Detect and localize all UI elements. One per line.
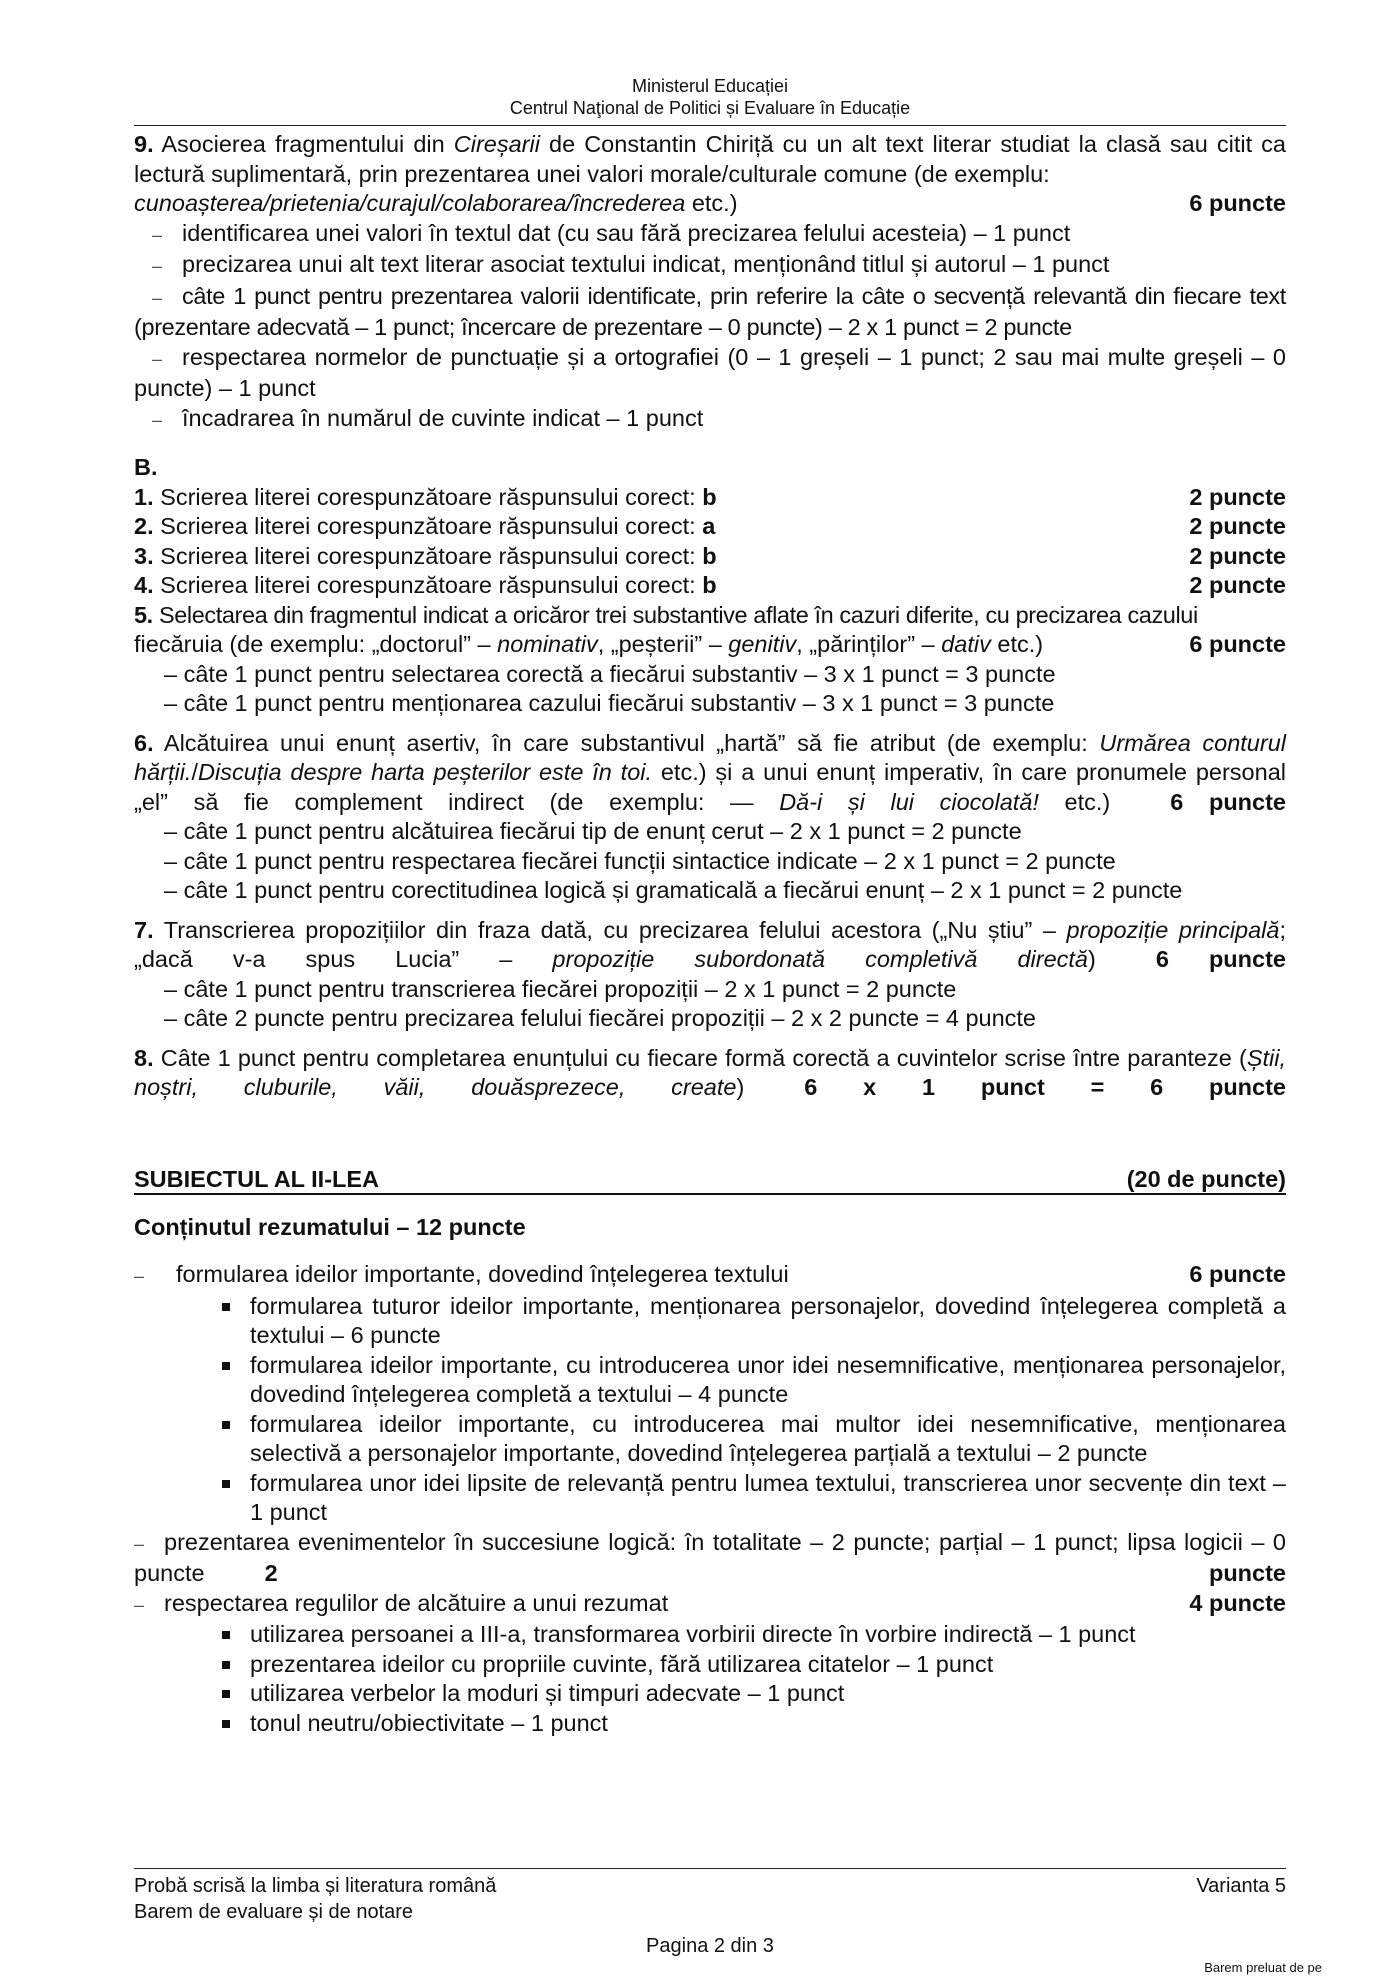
- question-number: 7.: [134, 916, 154, 943]
- points-label: 6 puncte: [1189, 631, 1286, 657]
- question-number: 5.: [134, 601, 153, 628]
- points-label: 6 puncte: [1189, 1261, 1286, 1287]
- criterion-text: respectarea normelor de punctuație și a ortografiei (0 – 1 greșeli – 1 punct; 2 sau mai multe greșeli – 0 puncte) – 1 punct: [134, 343, 1286, 401]
- document-type: Barem de evaluare și de notare: [134, 1901, 414, 1923]
- criterion-item: [134, 343, 1286, 404]
- criterion-text: prezentarea evenimentelor în succesiune logică: în totalitate – 2 puncte; parțial – 1 punct; lipsa logicii – 0 puncte: [134, 1528, 1286, 1586]
- answer-letter: b: [702, 542, 717, 569]
- points-label: 6 puncte: [1155, 946, 1286, 972]
- bullet-item: [134, 1679, 1286, 1709]
- square-bullet-icon: [222, 1421, 230, 1429]
- source-note: Barem preluat de pe: [1204, 1960, 1322, 1975]
- question-7: [134, 916, 1286, 975]
- criterion-text: respectarea regulilor de alcătuire a unui rezumat: [164, 1589, 669, 1616]
- question-text: etc.): [1038, 788, 1111, 815]
- bullet-item: [134, 1292, 1286, 1351]
- bullet-item: [134, 1351, 1286, 1410]
- points-label: 6 x 1 punct = 6 puncte: [804, 1074, 1286, 1100]
- b-item-2: [134, 512, 1286, 542]
- criterion-text: identificarea unei valori în textul dat (cu sau fără precizarea felului acesteia) – 1 punct: [182, 219, 1071, 246]
- question-text: Transcrierea propozițiilor din fraza dată, cu precizarea felului acestora („Nu știu” –: [153, 916, 1067, 943]
- square-bullet-icon: [222, 1690, 230, 1698]
- points-label: 6 puncte: [1170, 788, 1286, 815]
- criterion-item: – câte 1 punct pentru corectitudinea logică și gramaticală a fiecărui enunț – 2 x 1 punct = 2 puncte: [164, 877, 1183, 903]
- criterion-item: – câte 1 punct pentru alcătuirea fiecărui tip de enunț cerut – 2 x 1 punct = 2 puncte: [164, 818, 1022, 844]
- square-bullet-icon: [222, 1631, 230, 1639]
- criterion-text: precizarea unui alt text literar asociat textului indicat, menționând titlul și autorul – 1 punct: [182, 251, 1110, 277]
- points-label: 2 puncte: [1189, 542, 1286, 569]
- bullet-text: formularea ideilor importante, cu introducerea mai multor idei nesemnificative, menționarea selectivă a personajelor importante, dovedind înțelegerea parțială a textului – 2 puncte: [250, 1410, 1286, 1466]
- b-item-1: [134, 483, 1286, 513]
- grading-content: [134, 130, 1286, 1738]
- center-name: Centrul Naţional de Politici și Evaluare în Educație: [509, 98, 911, 118]
- question-text: Selectarea din fragmentul indicat a oricăror trei substantive aflate în cazuri diferite, cu precizarea cazului: [152, 601, 1198, 628]
- page-footer: [134, 1868, 1286, 1959]
- points-label: 4 puncte: [1189, 1589, 1286, 1616]
- square-bullet-icon: [222, 1661, 230, 1669]
- header-divider: [134, 125, 1286, 126]
- criterion-text: câte 1 punct pentru prezentarea valorii identificate, prin referire la câte o secvență relevantă din fiecare text (prezentare adecvată – 1 punct; încercare de prezentare – 0 puncte) – 2 x 1 punct = 2 puncte: [134, 282, 1286, 340]
- content-criterion-3: [134, 1589, 1286, 1621]
- question-number: 1.: [134, 483, 154, 510]
- bullet-text: utilizarea verbelor la moduri și timpuri adecvate – 1 punct: [250, 1680, 845, 1706]
- subject-title: SUBIECTUL AL II-LEA: [134, 1165, 380, 1192]
- question-text: Asocierea fragmentului din: [153, 131, 454, 157]
- criterion-text: formularea ideilor importante, dovedind înțelegerea textului: [176, 1261, 789, 1287]
- content-title: Conținutul rezumatului – 12 puncte: [134, 1213, 526, 1240]
- dash-mark: –: [152, 348, 163, 369]
- criterion-text: încadrarea în numărul de cuvinte indicat – 1 punct: [182, 404, 704, 431]
- b-item-4: [134, 571, 1286, 601]
- work-title: Cireșarii: [453, 131, 540, 157]
- variant-label: Varianta 5: [1196, 1875, 1286, 1897]
- points-label: 6 puncte: [1189, 190, 1286, 216]
- subject-points: (20 de puncte): [1126, 1165, 1286, 1192]
- points-label: 2 puncte: [1189, 572, 1286, 598]
- criterion-item: [134, 404, 1286, 436]
- question-text: Scrierea literei corespunzătoare răspunsului corect:: [153, 542, 703, 569]
- question-9: [134, 130, 1286, 189]
- answer-letter: a: [702, 513, 716, 539]
- criterion-item: – câte 2 puncte pentru precizarea felului fiecărei propoziții – 2 x 2 puncte = 4 puncte: [164, 1005, 1037, 1031]
- question-6: [134, 729, 1286, 818]
- bullet-text: prezentarea ideilor cu propriile cuvinte, fără utilizarea citatelor – 1 punct: [250, 1650, 994, 1677]
- question-text: , „peșterii” –: [597, 631, 729, 657]
- page-number: Pagina 2 din 3: [646, 1935, 774, 1957]
- dash-mark: –: [134, 1266, 145, 1286]
- case-name: genitiv: [728, 631, 797, 657]
- section-b-heading: B.: [134, 454, 158, 480]
- word-list: Știi, noștri, cluburile, văii, douăsprezece, create: [134, 1044, 1286, 1100]
- dash-mark: –: [152, 287, 163, 308]
- answer-letter: b: [702, 483, 717, 510]
- dash-mark: –: [152, 256, 163, 276]
- points-label: 2 puncte: [1189, 483, 1286, 510]
- criterion-item: [134, 219, 1286, 251]
- bullet-item: [134, 1620, 1286, 1650]
- question-text: ): [736, 1074, 745, 1100]
- answer-letter: b: [702, 572, 717, 598]
- question-text: de Constantin Chiriță cu un alt text literar studiat la clasă sau citit ca lectură suplimentară, prin prezentarea unei valori morale/culturale comune (de exemplu:: [134, 131, 1286, 187]
- case-name: dativ: [941, 631, 991, 657]
- question-text: etc.): [990, 631, 1044, 657]
- question-text: fiecăruia (de exemplu: „doctorul” –: [134, 631, 498, 657]
- bullet-text: utilizarea persoanei a III-a, transformarea vorbirii directe în vorbire indirectă – 1 punct: [250, 1621, 1136, 1647]
- question-8: [134, 1044, 1286, 1103]
- question-text: /: [191, 759, 198, 785]
- criterion-item: – câte 1 punct pentru transcrierea fiecărei propoziții – 2 x 1 punct = 2 puncte: [164, 975, 957, 1002]
- bullet-item: [134, 1650, 1286, 1680]
- dash-mark: –: [134, 1533, 145, 1554]
- question-5-line-2: [134, 630, 1286, 660]
- question-text: ): [1088, 946, 1096, 972]
- criterion-item: [134, 250, 1286, 282]
- question-number: 2.: [134, 513, 154, 539]
- bullet-text: formularea tuturor ideilor importante, menționarea personajelor, dovedind înțelegerea completă a textului – 6 puncte: [250, 1292, 1286, 1348]
- question-number: 6.: [134, 729, 154, 756]
- footer-divider: [134, 1868, 1286, 1869]
- bullet-item: [134, 1469, 1286, 1528]
- subject-2-heading: [134, 1165, 1286, 1195]
- bullet-text: tonul neutru/obiectivitate – 1 punct: [250, 1709, 608, 1736]
- question-number: 4.: [134, 572, 154, 598]
- square-bullet-icon: [222, 1720, 230, 1728]
- criterion-item: – câte 1 punct pentru menționarea cazului fiecărui substantiv – 3 x 1 punct = 3 puncte: [164, 690, 1055, 716]
- question-number: 8.: [134, 1044, 154, 1071]
- question-text: etc.) și a unui enunț imperativ, în care pronumele personal „el” să fie complement indirect (de exemplu: —: [134, 759, 1286, 815]
- question-number: 9.: [134, 131, 154, 157]
- bullet-text: formularea unor idei lipsite de relevanță pentru lumea textului, transcrierea unor secvențe din text – 1 punct: [250, 1469, 1286, 1525]
- document-page: [134, 0, 1286, 1738]
- question-5: [134, 601, 1286, 631]
- example-sentence: Discuția despre harta peșterilor este în toi.: [198, 759, 653, 785]
- dash-mark: –: [152, 224, 163, 245]
- question-text: Câte 1 punct pentru completarea enunțului cu fiecare formă corectă a cuvintelor scrise între paranteze (: [153, 1044, 1247, 1071]
- square-bullet-icon: [222, 1303, 230, 1311]
- bullet-item: [134, 1709, 1286, 1739]
- question-number: 3.: [134, 542, 154, 569]
- criterion-item: – câte 1 punct pentru selectarea corectă a fiecărui substantiv – 3 x 1 punct = 3 puncte: [164, 660, 1056, 687]
- criterion-item: – câte 1 punct pentru respectarea fiecărei funcții sintactice indicate – 2 x 1 punct = 2 puncte: [164, 847, 1116, 874]
- case-name: nominativ: [497, 631, 598, 657]
- page-header: [134, 0, 1286, 119]
- clause-type: propoziție subordonată completivă directă: [552, 946, 1088, 972]
- exam-name: Probă scrisă la limba și literatura română: [134, 1875, 497, 1897]
- content-criterion-2: [134, 1528, 1286, 1589]
- example-sentence: Urmărea conturul hărții.: [134, 729, 1286, 785]
- question-text: etc.): [685, 190, 738, 216]
- question-text: ; „dacă v-a spus Lucia” –: [134, 916, 1287, 972]
- example-values: cunoașterea/prietenia/curajul/colaborarea/încrederea: [134, 190, 686, 216]
- bullet-text: formularea ideilor importante, cu introducerea unor idei nesemnificative, menționarea personajelor, dovedind înțelegerea completă a textului – 4 puncte: [250, 1351, 1286, 1407]
- b-item-3: [134, 542, 1286, 572]
- question-text: Scrierea literei corespunzătoare răspunsului corect:: [153, 513, 703, 539]
- clause-type: propoziție principală: [1066, 916, 1280, 943]
- points-label: 2 puncte: [1189, 513, 1286, 539]
- dash-mark: –: [152, 409, 163, 430]
- ministry-name: Ministerul Educației: [631, 76, 789, 96]
- question-9-last-line: [134, 189, 1286, 219]
- points-label: 2 puncte: [264, 1560, 1286, 1586]
- dash-mark: –: [134, 1594, 145, 1615]
- question-text: , „părinților” –: [796, 631, 942, 657]
- bullet-item: [134, 1410, 1286, 1469]
- question-text: Scrierea literei corespunzătoare răspunsului corect:: [153, 483, 703, 510]
- square-bullet-icon: [222, 1480, 230, 1488]
- example-sentence: Dă-i și lui ciocolată!: [779, 788, 1039, 815]
- question-text: Scrierea literei corespunzătoare răspunsului corect:: [153, 572, 703, 598]
- question-text: Alcătuirea unui enunț asertiv, în care substantivul „hartă” să fie atribut (de exemplu:: [153, 729, 1100, 756]
- criterion-item: [134, 282, 1286, 343]
- content-criterion-1: [134, 1260, 1286, 1292]
- square-bullet-icon: [222, 1362, 230, 1370]
